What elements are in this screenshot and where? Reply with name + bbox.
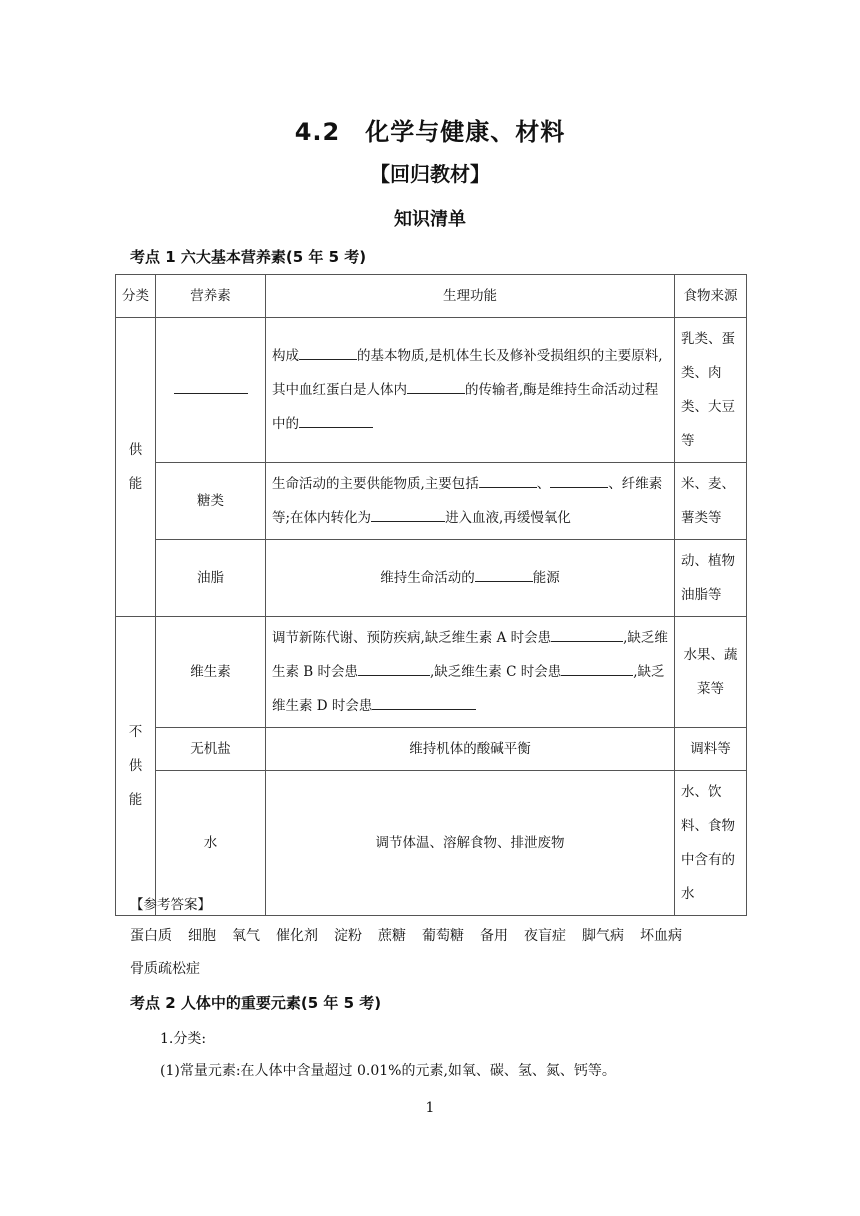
section-heading: 知识清单 — [394, 209, 466, 230]
answer-item: 脚气病 — [582, 928, 624, 944]
header-category: 分类 — [116, 275, 156, 318]
answer-item: 备用 — [480, 928, 508, 944]
source-cell: 乳类、蛋类、肉类、大豆等 — [675, 318, 747, 463]
function-cell: 维持机体的酸碱平衡 — [266, 728, 675, 771]
answer-item: 淀粉 — [334, 928, 362, 944]
answer-item: 坏血病 — [640, 928, 682, 944]
header-source: 食物来源 — [675, 275, 747, 318]
table-row — [116, 540, 747, 617]
function-cell: 维持生命活动的 能源 — [266, 540, 675, 617]
answer-blank[interactable] — [475, 567, 533, 582]
answer-blank[interactable] — [479, 473, 537, 488]
answer-blank[interactable] — [299, 345, 357, 360]
source-cell: 调料等 — [675, 728, 747, 771]
nutrients-table — [115, 274, 747, 916]
nutrient-cell: 维生素 — [156, 617, 266, 728]
table-row — [116, 463, 747, 540]
answer-blank[interactable] — [299, 413, 373, 428]
answer-blank[interactable] — [561, 661, 633, 676]
kaodian-1-heading: 考点 1 六大基本营养素(5 年 5 考) — [130, 248, 367, 266]
answer-item: 葡萄糖 — [422, 928, 464, 944]
answer-blank[interactable] — [174, 379, 248, 394]
nutrient-cell — [156, 318, 266, 463]
answer-blank[interactable] — [371, 507, 445, 522]
nutrient-cell: 无机盐 — [156, 728, 266, 771]
answer-item: 催化剂 — [276, 928, 318, 944]
answer-blank[interactable] — [551, 627, 623, 642]
table-row — [116, 728, 747, 771]
answer-blank[interactable] — [372, 695, 476, 710]
answers-list-2 — [130, 958, 216, 978]
answer-item: 氧气 — [232, 928, 260, 944]
page-number: 1 — [425, 1100, 435, 1116]
paragraph-macro-elements: (1)常量元素:在人体中含量超过 0.01%的元素,如氧、碳、氢、氮、钙等。 — [160, 1063, 616, 1079]
function-cell: 调节新陈代谢、预防疾病,缺乏维生素 A 时会患 ,缺乏维生素 B 时会患 ,缺乏维生素 C 时会患 ,缺乏维生素 D 时会患 — [266, 617, 675, 728]
answers-heading: 【参考答案】 — [130, 897, 211, 913]
group-energy: 供 能 — [116, 318, 156, 617]
answer-item: 蔗糖 — [378, 928, 406, 944]
header-function: 生理功能 — [266, 275, 675, 318]
function-cell: 调节体温、溶解食物、排泄废物 — [266, 771, 675, 916]
source-cell: 动、植物油脂等 — [675, 540, 747, 617]
paragraph-classification: 1.分类: — [160, 1031, 207, 1047]
group-non-energy: 不 供 能 — [116, 617, 156, 916]
table-header-row — [116, 275, 747, 318]
source-cell: 水、饮料、食物中含有的水 — [675, 771, 747, 916]
kaodian-2-heading: 考点 2 人体中的重要元素(5 年 5 考) — [130, 994, 382, 1012]
source-cell: 米、麦、薯类等 — [675, 463, 747, 540]
source-cell: 水果、蔬菜等 — [675, 617, 747, 728]
function-cell: 构成 的基本物质,是机体生长及修补受损组织的主要原料,其中血红蛋白是人体内 的传输者,酶是维持生命活动过程中的 — [266, 318, 675, 463]
page-title: 4.2 化学与健康、材料 — [294, 118, 566, 146]
answer-item: 细胞 — [188, 928, 216, 944]
answer-item: 骨质疏松症 — [130, 961, 200, 977]
table-row — [116, 617, 747, 728]
table-row — [116, 318, 747, 463]
answer-item: 蛋白质 — [130, 928, 172, 944]
nutrient-cell: 水 — [156, 771, 266, 916]
answer-item: 夜盲症 — [524, 928, 566, 944]
nutrient-cell: 糖类 — [156, 463, 266, 540]
subtitle: 【回归教材】 — [370, 162, 490, 186]
function-cell: 生命活动的主要供能物质,主要包括 、 、纤维素等;在体内转化为 进入血液,再缓慢氧化 — [266, 463, 675, 540]
answer-blank[interactable] — [550, 473, 608, 488]
answer-blank[interactable] — [407, 379, 465, 394]
header-nutrient: 营养素 — [156, 275, 266, 318]
nutrient-cell: 油脂 — [156, 540, 266, 617]
answers-list — [130, 925, 698, 945]
answer-blank[interactable] — [358, 661, 430, 676]
